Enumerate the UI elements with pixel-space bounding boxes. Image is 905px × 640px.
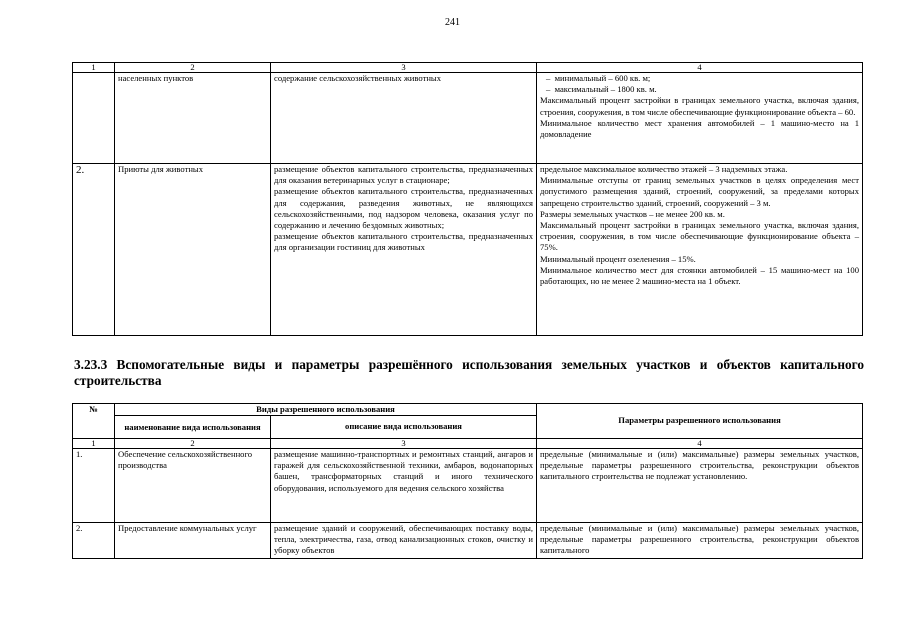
column-number: 3 xyxy=(271,439,537,449)
use-type-name: Обеспечение сельскохозяйственного производства xyxy=(115,449,271,523)
table-row xyxy=(73,449,863,523)
use-parameters: предельные (минимальные и (или) максимальные) размеры земельных участков, предельные параметры разрешенного строительства, реконструкции объектов капитального строительства не подлежат установлению. xyxy=(537,449,863,523)
parameter-line: Минимальный процент озеленения – 15%. xyxy=(540,253,696,264)
header-name: наименование вида использования xyxy=(115,416,271,439)
use-type-name: Предоставление коммунальных услуг xyxy=(115,523,271,559)
parameter-dash-item: – максимальный – 1800 кв. м. xyxy=(540,84,859,95)
page-number: 241 xyxy=(445,17,460,28)
column-number: 1 xyxy=(73,63,115,73)
parameter-line: Минимальные отступы от границ земельных участков в целях определения мест допустимого размещения зданий, строений, сооружений, за пределами которых запрещено строительство зданий, строений, сооружений – 3 м. xyxy=(540,175,859,208)
column-number: 2 xyxy=(115,439,271,449)
use-parameters xyxy=(537,73,863,164)
use-type-description xyxy=(271,73,537,164)
parameter-line: Размеры земельных участков – не менее 200 кв. м. xyxy=(540,208,725,219)
description-line: содержание сельскохозяйственных животных xyxy=(274,73,442,83)
parameter-line: Минимальное количество мест хранения автомобилей – 1 машино-место на 1 домовладение xyxy=(540,117,859,140)
table-header-row xyxy=(73,404,863,416)
column-number: 4 xyxy=(537,439,863,449)
column-number-row xyxy=(73,63,863,73)
parameter-line: Минимальное количество мест для стоянки автомобилей – 15 машино-мест на 100 работающих, но не менее 2 машино-места на 1 объект. xyxy=(540,264,859,287)
table-row xyxy=(73,523,863,559)
use-type-description: размещение машинно-транспортных и ремонтных станций, ангаров и гаражей для сельскохозяйственной техники, амбаров, водонапорных башен, трансформаторных станций и иного технического оборудования, используемого для ведения сельского хозяйства xyxy=(271,449,537,523)
column-number: 3 xyxy=(271,63,537,73)
parameter-dash-item: – минимальный – 600 кв. м; xyxy=(540,73,859,84)
row-number: 1. xyxy=(73,449,115,523)
description-line: размещение объектов капитального строительства, предназначенных для содержания, разведения животных, не являющихся сельскохозяйственными, под надзором человека, оказания услуг по содержанию и лечению бездомных животных; xyxy=(274,186,533,231)
use-type-description xyxy=(271,164,537,336)
row-number: 2. xyxy=(73,164,115,336)
table-row xyxy=(73,73,863,164)
header-parameters: Параметры разрешенного использования xyxy=(537,404,863,439)
column-number-row xyxy=(73,439,863,449)
use-type-description: размещение зданий и сооружений, обеспечивающих поставку воды, тепла, электричества, газа, отвод канализационных стоков, очистку и уборку объектов xyxy=(271,523,537,559)
use-parameters xyxy=(537,164,863,336)
row-number xyxy=(73,73,115,164)
description-line: размещение объектов капитального строительства, предназначенных для оказания ветеринарных услуг в стационаре; xyxy=(274,164,533,186)
auxiliary-land-use-table xyxy=(72,403,863,559)
column-number: 1 xyxy=(73,439,115,449)
use-parameters: предельные (минимальные и (или) максимальные) размеры земельных участков, предельные параметры разрешенного строительства, реконструкции объектов капитального xyxy=(537,523,863,559)
description-line: размещение объектов капитального строительства, предназначенных для организации гостиниц для животных xyxy=(274,231,533,253)
use-type-name: населенных пунктов xyxy=(115,73,271,164)
header-description: описание вида использования xyxy=(271,416,537,439)
land-use-table-continued xyxy=(72,62,863,336)
row-number: 2. xyxy=(73,523,115,559)
header-types-group: Виды разрешенного использования xyxy=(115,404,537,416)
section-title: 3.23.3 Вспомогательные виды и параметры разрешённого использования земельных участков и объектов капитального строительства xyxy=(74,357,864,388)
header-number: № xyxy=(73,404,115,439)
table-row xyxy=(73,164,863,336)
use-type-name: Приюты для животных xyxy=(115,164,271,336)
parameter-line: Максимальный процент застройки в границах земельного участка, включая здания, строения, сооружения, в том числе обеспечивающие функционирование объекта – 75%. xyxy=(540,220,859,253)
column-number: 2 xyxy=(115,63,271,73)
parameter-line: предельное максимальное количество этажей – 3 надземных этажа. xyxy=(540,164,788,174)
parameter-line: Максимальный процент застройки в границах земельного участка, включая здания, строения, сооружения, в том числе обеспечивающие функционирование объекта – 60. xyxy=(540,95,859,117)
column-number: 4 xyxy=(537,63,863,73)
